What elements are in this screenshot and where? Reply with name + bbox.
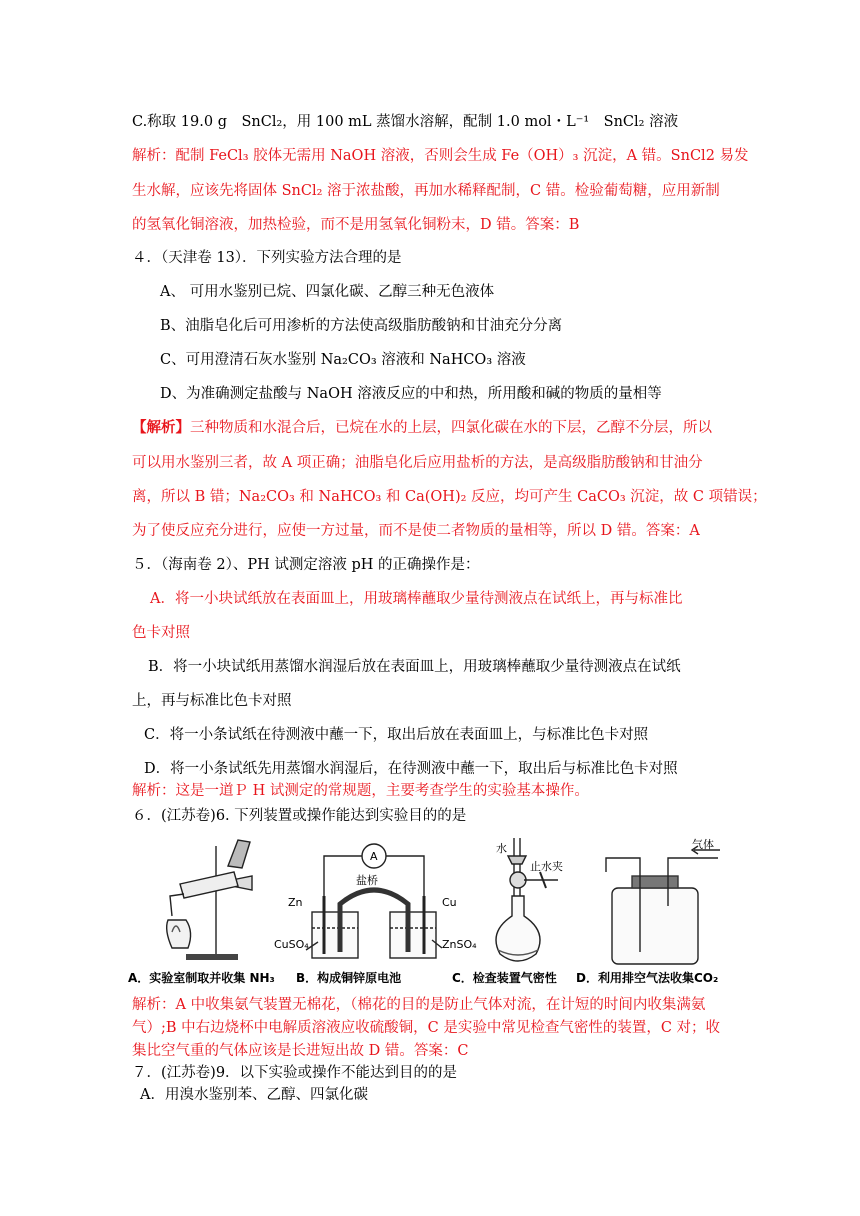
q6-analysis-line-1: 解析：A 中收集氨气装置无棉花，（棉花的目的是防止气体对流，在计短的时间内收集满氨 (132, 997, 706, 1013)
caption-c: C．检查装置气密性 (452, 971, 557, 985)
clamp-label: 止水夹 (530, 860, 563, 873)
q4-option-c: C、可用澄清石灰水鉴别 Na₂CO₃ 溶液和 NaHCO₃ 溶液 (160, 352, 526, 368)
q5-option-a-line-2: 色卡对照 (132, 625, 190, 641)
apparatus-a (167, 840, 252, 960)
caption-a: A．实验室制取并收集 NH₃ (128, 971, 275, 985)
q4-option-a: A、 可用水鉴别已烷、四氯化碳、乙醇三种无色液体 (160, 284, 495, 300)
q4-analysis-line-3: 离，所以 B 错；Na₂CO₃ 和 NaHCO₃ 和 Ca(OH)₂ 反应，均可产生 CaCO₃ 沉淀，故 C 项错误； (132, 489, 767, 505)
gas-label: 气体 (692, 838, 714, 851)
q3-analysis-line-2: 生水解，应该先将固体 SnCl₂ 溶于浓盐酸，再加水稀释配制，C 错。检验葡萄糖，应用新制 (132, 183, 720, 199)
q6-analysis-line-3: 集比空气重的气体应该是长进短出故 D 错。答案：C (132, 1043, 469, 1059)
q4-analysis-text-1: 三种物质和水混合后，已烷在水的上层，四氯化碳在水的下层，乙醇不分层，所以 (190, 420, 712, 436)
q4-analysis-line-2: 可以用水鉴别三者，故 A 项正确；油脂皂化后应用盐析的方法，是高级脂肪酸钠和甘油分 (132, 455, 703, 471)
q5-option-c: C．将一小条试纸在待测液中蘸一下，取出后放在表面皿上，与标准比色卡对照 (144, 727, 649, 743)
caption-b: B．构成铜锌原电池 (296, 971, 402, 985)
q5-option-b-line-1: B．将一小块试纸用蒸馏水润湿后放在表面皿上，用玻璃棒蘸取少量待测液点在试纸 (148, 659, 681, 675)
q7-option-a: A．用溴水鉴别苯、乙醇、四氯化碳 (140, 1087, 368, 1103)
q4-analysis-line-1 (132, 418, 712, 438)
caption-d: D．利用排空气法收集CO₂ (576, 971, 719, 985)
q5-option-a-line-1: A．将一小块试纸放在表面皿上，用玻璃棒蘸取少量待测液点在试纸上，再与标准比 (150, 591, 683, 607)
q5-option-d: D．将一小条试纸先用蒸馏水润湿后，在待测液中蘸一下，取出后与标准比色卡对照 (144, 761, 678, 777)
apparatus-d (606, 846, 720, 964)
znso4-label: ZnSO₄ (442, 938, 477, 951)
cu-label: Cu (442, 896, 457, 909)
q4-analysis-tag: 【解析】 (132, 419, 190, 436)
q5-stem: ５．（海南卷 2）、PH 试测定溶液 pH 的正确操作是： (132, 557, 480, 573)
apparatus-c (496, 838, 558, 961)
salt-bridge-label: 盐桥 (356, 874, 378, 887)
apparatus-figure (128, 836, 732, 986)
q5-option-b-line-2: 上，再与标准比色卡对照 (132, 693, 292, 709)
q3-analysis-line-1: 解析：配制 FeCl₃ 胶体无需用 NaOH 溶液，否则会生成 Fe（OH）₃ 沉淀，A 错。SnCl2 易发 (132, 148, 749, 164)
cuso4-label: CuSO₄ (274, 938, 309, 951)
ammeter-label: A (370, 850, 378, 863)
zn-label: Zn (288, 896, 303, 909)
q3-analysis-line-3: 的氢氧化铜溶液，加热检验，而不是用氢氧化铜粉末，D 错。答案：B (132, 217, 580, 233)
q4-stem: ４．（天津卷 13）．下列实验方法合理的是 (132, 250, 402, 266)
q4-option-d: D、为准确测定盐酸与 NaOH 溶液反应的中和热，所用酸和碱的物质的量相等 (160, 386, 662, 402)
q4-option-b: B、油脂皂化后可用渗析的方法使高级脂肪酸钠和甘油充分分离 (160, 318, 563, 334)
option-c-previous: C.称取 19.0 g SnCl₂，用 100 mL 蒸馏水溶解，配制 1.0 mol・L⁻¹ SnCl₂ 溶液 (132, 114, 679, 130)
q7-stem: ７．(江苏卷)9．以下实验或操作不能达到目的的是 (132, 1065, 458, 1081)
water-label: 水 (496, 842, 507, 855)
q4-analysis-line-4: 为了使反应充分进行，应使一方过量，而不是使二者物质的量相等，所以 D 错。答案：A (132, 523, 700, 539)
q6-analysis-line-2: 气）;B 中右边烧杯中电解质溶液应收硫酸铜，C 是实验中常见检查气密性的装置，C 对；收 (132, 1020, 721, 1036)
q5-analysis: 解析：这是一道Ｐ H 试测定的常规题，主要考查学生的实验基本操作。 (132, 783, 589, 799)
q6-stem: ６．(江苏卷)6. 下列装置或操作能达到实验目的的是 (132, 808, 467, 824)
